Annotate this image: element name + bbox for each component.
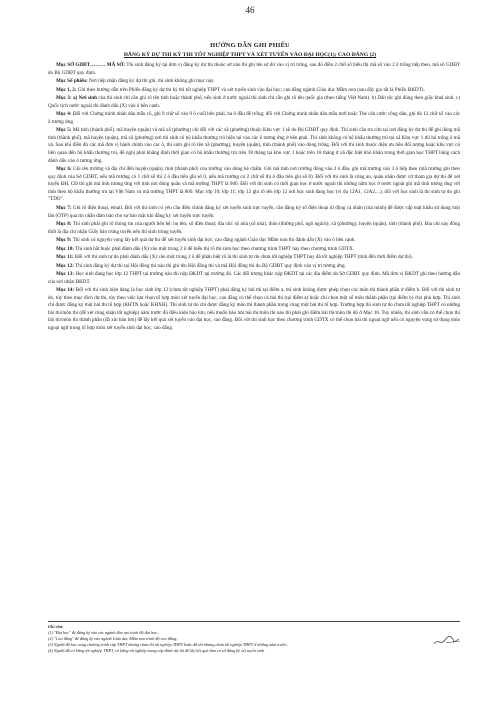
page-title: HƯỚNG DẪN GHI PHIẾU	[210, 42, 290, 49]
instruction-item	[48, 271, 460, 286]
instruction-label: Mục 10:	[56, 245, 74, 252]
page-subtitle: ĐĂNG KÝ DỰ THI KỲ THI TỐT NGHIỆP THPT VÀ XÉT TUYỂN VÀO ĐẠI HỌC(1); CAO ĐẲNG (2)	[123, 52, 377, 58]
instruction-text: Mã tỉnh (thành phố), mã huyện (quận) và mã xã (phường) chỉ đối với các xã (phường) thuộc Khu vực 1 sẽ do Bộ GDĐT quy định. Thí sinh cần tra cứu tại nơi đăng ký dự thi để ghi đúng mã tỉnh (thành phố), mã huyện (quận), mã xã (phường) nơi thí sinh có hộ khẩu thường trú hiện tại vào các ô tương ứng ở bên phải. Thí sinh không có hộ khẩu thường trú tại xã Khu vực 1 thì bỏ trống ô mã xã. Sau khi điền đủ các mã đơn vị hành chính vào các ô, thí sinh ghi rõ tên xã (phường), huyện (quận), tỉnh (thành phố) vào dòng trống. Đối với thí sinh thuộc diện ưu tiên đối tượng hoặc khu vực có liên quan đến hộ khẩu thường trú, đề nghị phải khẳng định thời gian có hộ khẩu thường trú trên 18 tháng tại khu vực 1 hoặc trên 18 tháng ở xã đặc biệt khó khăn trong thời gian học THPT bằng cách đánh dấu vào ô tương ứng.	[48, 127, 460, 164]
instruction-label: Mục 9:	[56, 237, 72, 244]
instruction-label: Mục 11:	[56, 254, 74, 261]
instruction-label: Mục 3: a) Nơi sinh	[56, 95, 97, 102]
instruction-item	[48, 254, 460, 262]
instruction-label: Mục 4:	[56, 111, 72, 118]
footnote-line: (2) "Cao đẳng" để đăng ký vào ngành Giáo dục Mầm non trình độ cao đẳng;	[48, 636, 178, 641]
instruction-label: Mục 6:	[56, 166, 72, 173]
instruction-text: Thí sinh đăng ký dự thi tại Hội đồng thi nào thì ghi tên Hội đồng thi và mã Hội đồng thi do Bộ GDĐT quy định vào vị trí tương ứng.	[73, 262, 346, 269]
instruction-text: Học sinh đang học lớp 12 THPT tại trường nào thì nộp ĐKDT tại trường đó. Các đối tượng khác nộp ĐKDT tại các địa điểm do Sở GDĐT quy định. Mã đơn vị ĐKDT ghi theo hướng dẫn của nơi nhận ĐKDT.	[48, 271, 460, 285]
instruction-text: Thí sinh đăng ký tại đơn vị đăng ký dự thi thuộc sở nào thì ghi tên sở đó vào vị trí trống, sau đó điền 2 chữ số biểu thị mã số vào 2 ô trống tiếp theo, mã số GDĐT do Bộ GDĐT quy định.	[48, 62, 461, 76]
instruction-text: Thí sinh có nguyện vọng lấy kết quả dự thi để xét tuyển sinh đại học; cao đẳng ngành Giáo dục Mầm non thì đánh dấu (X) vào ô bên cạnh.	[71, 237, 356, 244]
instruction-text: Đối với thí sinh tự do phải đánh dấu (X) vào một trong 2 ô để phân biệt rõ là thí sinh tự do chưa tốt nghiệp THPT hay đã tốt nghiệp THPT (tính đến thời điểm dự thi).	[73, 254, 413, 261]
page-number: 46	[245, 5, 255, 15]
instruction-item	[48, 127, 460, 165]
instruction-text: của thí sinh chỉ cần ghi rõ tên tỉnh hoặc thành phố, nếu sinh ở nước ngoài thì sinh chỉ cần ghi rõ tên quốc gia (theo tiếng Việt Nam). b) Dân tộc ghi đúng theo giấy khai sinh. c) Quốc tịch nước ngoài thì đánh dấu (X) vào ô bên cạnh.	[48, 95, 460, 109]
instruction-label: Mục 8:	[56, 221, 72, 227]
instruction-text: Thí sinh bắt buộc phải đánh dấu (X) vào một trong 2 ô để biểu thị rõ thí sinh học theo chương trình THPT hay theo chương trình GDTX.	[73, 245, 354, 252]
instruction-label: Mục 1, 2:	[56, 86, 77, 93]
instruction-text: Thí sinh phải ghi rõ thông tin của người liên hệ: họ tên; số điện thoại; địa chỉ: số nhà (số nhà), thôn (đường phố, ngõ ngách), xã (phường), huyện (quận), tỉnh (thành phố). Địa chỉ này đồng thời là địa chỉ nhận Giấy báo trúng tuyển nếu thí sinh trúng tuyển.	[48, 221, 460, 235]
instruction-label: Mục 12:	[56, 262, 74, 269]
footnotes-heading: Ghi chú:	[48, 624, 64, 629]
signature-mark	[432, 634, 462, 648]
instruction-item	[48, 263, 460, 271]
instruction-text: Ghi rõ điện thoại, email. Đối với thí sinh có yêu cầu điều chỉnh đăng ký xét tuyển sinh trực tuyến, cần đăng ký số điện thoại di động cá nhân (của mình) để được cấp mật khẩu sử dụng một lần (OTP) qua tin nhắn đảm bảo cho sự bảo mật khi đăng ký xét tuyển trực tuyến.	[48, 204, 461, 219]
instruction-body	[48, 62, 460, 334]
instruction-item	[48, 87, 460, 95]
instruction-text: Đối với Chứng minh nhân dân mẫu cũ, ghi 9 chữ số vào 9 ô cuối bên phải, ba ô đầu để trống; đối với Chứng minh nhân dân mẫu mới hoặc Thẻ căn cước công dân, ghi đủ 12 chữ số vào các ô tương ứng.	[48, 111, 460, 125]
footnote-line: (4) Người đã có bằng tốt nghiệp THPT, có bằng tốt nghiệp trung cấp được dự thi để lấy kết quả làm cơ sở đăng ký xét tuyển sinh.	[48, 648, 266, 653]
instruction-item	[48, 287, 460, 333]
footnote-line: (1) "Đại học" để đăng ký vào các ngành đào tạo trình độ đại học;	[48, 630, 159, 635]
footnote-divider	[48, 621, 460, 622]
instruction-label: Mục 7:	[56, 204, 72, 211]
instruction-item	[48, 95, 460, 110]
instruction-text: Ghi theo hướng dẫn trên Phiếu đăng ký dự thi kỳ thi tốt nghiệp THPT và xét tuyển sinh vào đại học; cao đẳng ngành Giáo dục Mầm non (sau đây gọi tắt là Phiếu ĐKDT).	[76, 86, 425, 93]
instruction-item	[48, 111, 460, 126]
instruction-item	[48, 246, 460, 254]
instruction-item	[48, 205, 460, 220]
instruction-item	[48, 237, 460, 245]
instruction-item	[48, 166, 460, 204]
instruction-text: Đối với thí sinh hiện đang là học sinh lớp 12 (chưa tốt nghiệp THPT) phải đăng ký bài thi tại điểm a, thí sinh không được phép chọn các môn thi thành phần ở điểm b. Đối với thí sinh tự do, tùy theo mục đích dự thi, tùy theo việc lựa chọn tổ hợp môn xét tuyển đại học, cao đẳng có thể chọn cả bài thi (tại điểm a) hoặc chỉ chọn một số môn thành phần (tại điểm b) cho phù hợp. Thí sinh chỉ được đăng ký một bài thi tổ hợp (KHTN hoặc KHXH). Thí sinh tự do chỉ được đăng ký môn thi thành phần trong cùng một bài thi tổ hợp. Trường hợp thí sinh tự do chưa tốt nghiệp THPT có những bài thi/môn thi (để xét công nhận tốt nghiệp) năm trước đủ điều kiện bảo lưu, nếu muốn bảo lưu bài thi/môn thi nào thì phải ghi điểm bài thi/môn thi đó ở Mục 16. Tuy nhiên, thí sinh vẫn có thể chọn thi bài thi/môn thi thành phần (đã xin bảo lưu) để lấy kết quả xét tuyển vào đại học, cao đẳng. Đối với thí sinh học theo chương trình GDTX có thể chọn bài thi ngoại ngữ nếu có nguyện vọng sử dụng môn ngoại ngữ trong tổ hợp môn xét tuyển sinh đại học, cao đẳng.	[48, 287, 461, 332]
footnote-line: (3) Người đã học xong chương trình cấp THPT nhưng chưa thi tốt nghiệp THPT hoặc đã thi nhưng chưa tốt nghiệp THPT ở những năm trước;	[48, 642, 288, 647]
instruction-item	[48, 221, 460, 236]
instruction-label: Mục 13:	[56, 271, 75, 278]
instruction-label: Mục SỞ GDĐT……… MÃ SỞ:	[56, 62, 126, 68]
instruction-text: Ghi tên trường và địa chỉ đến huyện (quận), tỉnh (thành phố) của trường vào dòng kẻ chấm. Ghi mã tỉnh nơi trường đóng vào 2 ô đầu, ghi mã trường vào 3 ô tiếp theo (mã trường ghi theo quy định của Sở GDĐT, nếu mã trường có 1 chữ số thì 2 ô đầu tiên ghi số 0, nếu mã trường có 2 chữ số thì ô đầu tiên ghi số 0). Đối với thí sinh là công an, quân nhân được cử tham gia dự thi để xét tuyển ĐH, CĐ thì ghi mã tỉnh tương ứng với tỉnh nơi đóng quân và mã trường THPT là 900. Đối với thí sinh có thời gian học ở nước ngoài thì những năm học ở nước ngoài ghi mã tỉnh tương ứng với tỉnh theo hộ khẩu thường trú tại Việt Nam và mã trường THPT là 800. Mục lớp 10; lớp 11; lớp 12 ghi rõ tên lớp 12 nơi học sinh đang học (ví dụ 12A1, 12A2,...), đối với học sinh là thí sinh tự do ghi "TDO".	[48, 166, 461, 203]
instruction-item	[48, 62, 460, 77]
instruction-label: Mục 5:	[56, 127, 72, 134]
instruction-label: Mục Số phiếu:	[56, 78, 88, 85]
instruction-text: Nơi tiếp nhận đăng ký dự thi ghi, thí sinh không ghi mục này.	[87, 78, 215, 85]
instruction-item	[48, 78, 460, 86]
instruction-label: Mục 14:	[56, 287, 75, 294]
footnotes	[48, 624, 460, 654]
